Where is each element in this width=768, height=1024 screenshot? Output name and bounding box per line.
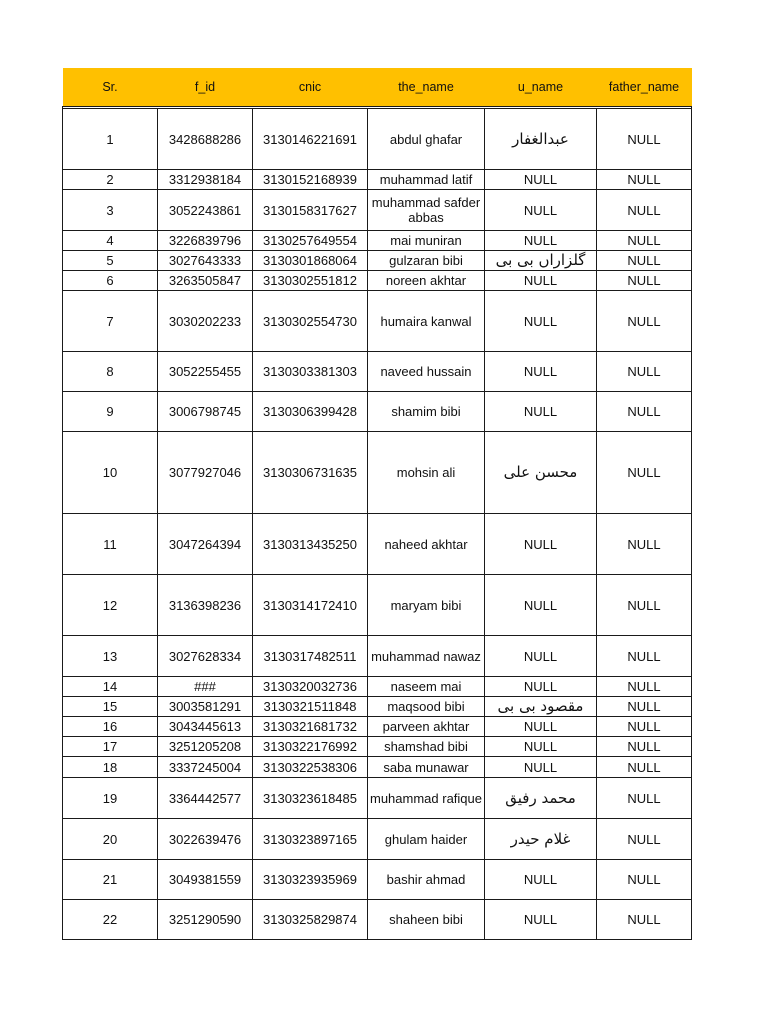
table-row: [63, 271, 692, 291]
cell-sr[interactable]: 16: [63, 717, 158, 737]
cell-u-name[interactable]: NULL: [485, 636, 597, 677]
cell-father-name[interactable]: NULL: [597, 432, 692, 514]
table-row: [63, 392, 692, 432]
cell-father-name[interactable]: NULL: [597, 697, 692, 717]
table-row: [63, 717, 692, 737]
cell-cnic[interactable]: 3130302554730: [253, 291, 368, 352]
cell-f-id[interactable]: 3136398236: [158, 575, 253, 636]
cell-the-name[interactable]: naveed hussain: [368, 352, 485, 392]
cell-u-name[interactable]: NULL: [485, 190, 597, 231]
table-row: [63, 432, 692, 514]
cell-the-name[interactable]: mohsin ali: [368, 432, 485, 514]
cell-cnic[interactable]: 3130313435250: [253, 514, 368, 575]
cell-sr[interactable]: 5: [63, 251, 158, 271]
cell-u-name[interactable]: NULL: [485, 392, 597, 432]
cell-u-name[interactable]: محمد رفیق: [485, 778, 597, 819]
cell-f-id[interactable]: 3027628334: [158, 636, 253, 677]
cell-sr[interactable]: 10: [63, 432, 158, 514]
cell-sr[interactable]: 21: [63, 860, 158, 900]
cell-f-id[interactable]: 3428688286: [158, 109, 253, 170]
cell-f-id[interactable]: 3027643333: [158, 251, 253, 271]
cell-father-name[interactable]: NULL: [597, 860, 692, 900]
cell-father-name[interactable]: NULL: [597, 251, 692, 271]
cell-father-name[interactable]: NULL: [597, 737, 692, 757]
table-row: [63, 170, 692, 190]
cell-father-name[interactable]: NULL: [597, 717, 692, 737]
table-row: [63, 251, 692, 271]
cell-sr[interactable]: 17: [63, 737, 158, 757]
cell-the-name[interactable]: muhammad safder abbas: [368, 190, 485, 231]
cell-u-name[interactable]: عبدالغفار: [485, 109, 597, 170]
table-body: [63, 107, 692, 940]
cell-the-name[interactable]: humaira kanwal: [368, 291, 485, 352]
cell-f-id[interactable]: 3077927046: [158, 432, 253, 514]
cell-f-id[interactable]: 3003581291: [158, 697, 253, 717]
cell-f-id[interactable]: 3364442577: [158, 778, 253, 819]
cell-cnic[interactable]: 3130303381303: [253, 352, 368, 392]
cell-cnic[interactable]: 3130320032736: [253, 677, 368, 697]
header-row: [63, 68, 692, 107]
cell-sr[interactable]: 18: [63, 757, 158, 778]
cell-f-id[interactable]: ###: [158, 677, 253, 697]
cell-u-name[interactable]: NULL: [485, 900, 597, 940]
cell-sr[interactable]: 6: [63, 271, 158, 291]
cell-the-name[interactable]: muhammad nawaz: [368, 636, 485, 677]
header-cnic: cnic: [253, 68, 368, 107]
cell-father-name[interactable]: NULL: [597, 170, 692, 190]
cell-father-name[interactable]: NULL: [597, 352, 692, 392]
cell-f-id[interactable]: 3047264394: [158, 514, 253, 575]
cell-the-name[interactable]: ghulam haider: [368, 819, 485, 860]
cell-u-name[interactable]: NULL: [485, 575, 597, 636]
cell-u-name[interactable]: گلزاراں بی بی: [485, 251, 597, 271]
header-u-name: u_name: [485, 68, 597, 107]
cell-f-id[interactable]: 3006798745: [158, 392, 253, 432]
header-the-name: the_name: [368, 68, 485, 107]
cell-the-name[interactable]: naseem mai: [368, 677, 485, 697]
table-row: [63, 819, 692, 860]
table-row: [63, 575, 692, 636]
cell-father-name[interactable]: NULL: [597, 778, 692, 819]
cell-u-name[interactable]: مقصود بی بی: [485, 697, 597, 717]
cell-f-id[interactable]: 3030202233: [158, 291, 253, 352]
table-row: [63, 291, 692, 352]
cell-sr[interactable]: 15: [63, 697, 158, 717]
cell-the-name[interactable]: maqsood bibi: [368, 697, 485, 717]
cell-u-name[interactable]: NULL: [485, 677, 597, 697]
table-row: [63, 352, 692, 392]
cell-the-name[interactable]: parveen akhtar: [368, 717, 485, 737]
cell-father-name[interactable]: NULL: [597, 109, 692, 170]
cell-the-name[interactable]: noreen akhtar: [368, 271, 485, 291]
cell-f-id[interactable]: 3251290590: [158, 900, 253, 940]
cell-u-name[interactable]: NULL: [485, 352, 597, 392]
cell-f-id[interactable]: 3337245004: [158, 757, 253, 778]
cell-f-id[interactable]: 3226839796: [158, 231, 253, 251]
cell-sr[interactable]: 19: [63, 778, 158, 819]
data-table: [62, 68, 692, 940]
table-row: [63, 737, 692, 757]
cell-u-name[interactable]: NULL: [485, 757, 597, 778]
table-row: [63, 900, 692, 940]
cell-u-name[interactable]: NULL: [485, 231, 597, 251]
cell-sr[interactable]: 3: [63, 190, 158, 231]
cell-cnic[interactable]: 3130321681732: [253, 717, 368, 737]
cell-cnic[interactable]: 3130158317627: [253, 190, 368, 231]
cell-cnic[interactable]: 3130317482511: [253, 636, 368, 677]
cell-sr[interactable]: 7: [63, 291, 158, 352]
cell-sr[interactable]: 12: [63, 575, 158, 636]
cell-u-name[interactable]: محسن علی: [485, 432, 597, 514]
cell-u-name[interactable]: NULL: [485, 271, 597, 291]
header-sr: Sr.: [63, 68, 158, 107]
table-row: [63, 697, 692, 717]
cell-sr[interactable]: 2: [63, 170, 158, 190]
cell-sr[interactable]: 8: [63, 352, 158, 392]
cell-cnic[interactable]: 3130301868064: [253, 251, 368, 271]
cell-f-id[interactable]: 3052255455: [158, 352, 253, 392]
cell-u-name[interactable]: NULL: [485, 737, 597, 757]
cell-father-name[interactable]: NULL: [597, 231, 692, 251]
table-row: [63, 636, 692, 677]
cell-cnic[interactable]: 3130146221691: [253, 109, 368, 170]
cell-sr[interactable]: 14: [63, 677, 158, 697]
cell-the-name[interactable]: naheed akhtar: [368, 514, 485, 575]
cell-u-name[interactable]: NULL: [485, 291, 597, 352]
cell-father-name[interactable]: NULL: [597, 636, 692, 677]
table-row: [63, 860, 692, 900]
cell-sr[interactable]: 20: [63, 819, 158, 860]
header-father-name: father_name: [597, 68, 692, 107]
table-row: [63, 190, 692, 231]
cell-f-id[interactable]: 3022639476: [158, 819, 253, 860]
cell-sr[interactable]: 1: [63, 109, 158, 170]
cell-father-name[interactable]: NULL: [597, 677, 692, 697]
cell-the-name[interactable]: mai muniran: [368, 231, 485, 251]
cell-sr[interactable]: 9: [63, 392, 158, 432]
cell-the-name[interactable]: shamim bibi: [368, 392, 485, 432]
cell-sr[interactable]: 4: [63, 231, 158, 251]
cell-the-name[interactable]: saba munawar: [368, 757, 485, 778]
table-row: [63, 778, 692, 819]
cell-cnic[interactable]: 3130257649554: [253, 231, 368, 251]
cell-cnic[interactable]: 3130325829874: [253, 900, 368, 940]
cell-f-id[interactable]: 3052243861: [158, 190, 253, 231]
cell-sr[interactable]: 13: [63, 636, 158, 677]
cell-father-name[interactable]: NULL: [597, 271, 692, 291]
cell-cnic[interactable]: 3130323618485: [253, 778, 368, 819]
cell-f-id[interactable]: 3263505847: [158, 271, 253, 291]
cell-the-name[interactable]: abdul ghafar: [368, 109, 485, 170]
cell-f-id[interactable]: 3312938184: [158, 170, 253, 190]
cell-father-name[interactable]: NULL: [597, 819, 692, 860]
cell-cnic[interactable]: 3130314172410: [253, 575, 368, 636]
cell-cnic[interactable]: 3130322538306: [253, 757, 368, 778]
table-row: [63, 109, 692, 170]
table-row: [63, 757, 692, 778]
cell-the-name[interactable]: gulzaran bibi: [368, 251, 485, 271]
cell-f-id[interactable]: 3049381559: [158, 860, 253, 900]
cell-father-name[interactable]: NULL: [597, 575, 692, 636]
cell-the-name[interactable]: shaheen bibi: [368, 900, 485, 940]
cell-the-name[interactable]: shamshad bibi: [368, 737, 485, 757]
table-row: [63, 231, 692, 251]
cell-father-name[interactable]: NULL: [597, 900, 692, 940]
cell-father-name[interactable]: NULL: [597, 757, 692, 778]
spreadsheet-sheet: [62, 68, 691, 940]
cell-sr[interactable]: 22: [63, 900, 158, 940]
cell-u-name[interactable]: NULL: [485, 514, 597, 575]
cell-cnic[interactable]: 3130306399428: [253, 392, 368, 432]
header-f-id: f_id: [158, 68, 253, 107]
table-row: [63, 677, 692, 697]
cell-the-name[interactable]: bashir ahmad: [368, 860, 485, 900]
cell-u-name[interactable]: NULL: [485, 860, 597, 900]
cell-u-name[interactable]: غلام حیدر: [485, 819, 597, 860]
cell-u-name[interactable]: NULL: [485, 717, 597, 737]
cell-father-name[interactable]: NULL: [597, 291, 692, 352]
cell-father-name[interactable]: NULL: [597, 392, 692, 432]
cell-cnic[interactable]: 3130302551812: [253, 271, 368, 291]
cell-u-name[interactable]: NULL: [485, 170, 597, 190]
table-row: [63, 514, 692, 575]
cell-cnic[interactable]: 3130321511848: [253, 697, 368, 717]
cell-the-name[interactable]: muhammad latif: [368, 170, 485, 190]
cell-the-name[interactable]: muhammad rafique: [368, 778, 485, 819]
cell-sr[interactable]: 11: [63, 514, 158, 575]
cell-father-name[interactable]: NULL: [597, 514, 692, 575]
cell-f-id[interactable]: 3251205208: [158, 737, 253, 757]
cell-cnic[interactable]: 3130322176992: [253, 737, 368, 757]
cell-the-name[interactable]: maryam bibi: [368, 575, 485, 636]
cell-f-id[interactable]: 3043445613: [158, 717, 253, 737]
cell-father-name[interactable]: NULL: [597, 190, 692, 231]
cell-cnic[interactable]: 3130323897165: [253, 819, 368, 860]
cell-cnic[interactable]: 3130323935969: [253, 860, 368, 900]
cell-cnic[interactable]: 3130306731635: [253, 432, 368, 514]
table-header: [63, 68, 692, 107]
cell-cnic[interactable]: 3130152168939: [253, 170, 368, 190]
